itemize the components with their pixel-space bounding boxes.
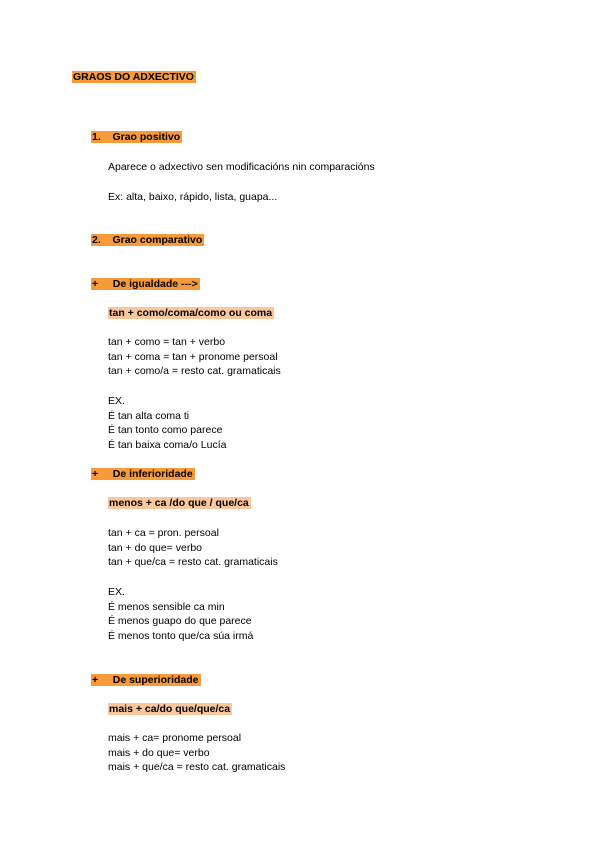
igualdade-title: De igualdade ---> xyxy=(112,278,198,290)
superioridade-heading xyxy=(91,673,201,687)
example-line: É menos tonto que/ca súa irmá xyxy=(108,629,254,642)
rule-line: mais + que/ca = resto cat. gramaticais xyxy=(108,761,286,773)
inferioridade-examples xyxy=(108,585,253,643)
section-1-title: Grao positivo xyxy=(112,131,181,143)
igualdade-rules xyxy=(108,335,281,379)
igualdade-formula xyxy=(108,306,274,320)
inferioridade-formula xyxy=(108,496,251,510)
inferioridade-title: De inferioridade xyxy=(112,468,193,480)
section-2-title: Grao comparativo xyxy=(112,234,203,246)
example-label: EX. xyxy=(108,395,125,407)
inferioridade-formula-text: menos + ca /do que / que/ca xyxy=(109,497,249,509)
igualdade-examples xyxy=(108,394,227,452)
superioridade-rules xyxy=(108,731,285,775)
superioridade-formula xyxy=(108,702,232,716)
rule-line: tan + como = tan + verbo xyxy=(108,336,226,348)
inferioridade-heading xyxy=(91,467,195,481)
superioridade-formula-text: mais + ca/do que/que/ca xyxy=(109,703,231,715)
rule-line: mais + do que= verbo xyxy=(108,746,210,759)
rule-line: tan + coma = tan + pronome persoal xyxy=(108,350,278,363)
igualdade-heading xyxy=(91,277,200,291)
example-line: É tan alta coma ti xyxy=(108,409,190,422)
rule-line: tan + do que= verbo xyxy=(108,541,202,554)
superioridade-title: De superioridade xyxy=(112,674,199,686)
section-1-example: Ex: alta, baixo, rápido, lista, guapa... xyxy=(108,191,278,203)
section-1-heading xyxy=(91,130,182,144)
section-1-number: 1. xyxy=(92,131,101,143)
inferioridade-rules xyxy=(108,526,278,570)
section-2-number: 2. xyxy=(92,234,101,246)
rule-line: tan + ca = pron. persoal xyxy=(108,527,219,539)
example-line: É menos guapo do que parece xyxy=(108,615,252,627)
example-line: É tan tonto como parece xyxy=(108,424,223,436)
rule-line: tan + que/ca = resto cat. gramaticais xyxy=(108,556,278,568)
example-line: É menos sensible ca min xyxy=(108,600,225,613)
section-1-description: Aparece o adxectivo sen modificacións nin comparacións xyxy=(108,161,375,173)
bullet-plus-icon: + xyxy=(92,278,99,290)
page-title xyxy=(72,70,196,84)
section-2-heading xyxy=(91,233,204,247)
bullet-plus-icon: + xyxy=(92,468,99,480)
rule-line: mais + ca= pronome persoal xyxy=(108,732,242,744)
bullet-plus-icon: + xyxy=(92,674,99,686)
example-label: EX. xyxy=(108,586,125,598)
igualdade-formula-text: tan + como/coma/como ou coma xyxy=(109,307,273,319)
rule-line: tan + como/a = resto cat. gramaticais xyxy=(108,365,281,377)
page-title-text: GRAOS DO ADXECTIVO xyxy=(73,71,194,83)
example-line: É tan baixa coma/o Lucía xyxy=(108,438,227,451)
